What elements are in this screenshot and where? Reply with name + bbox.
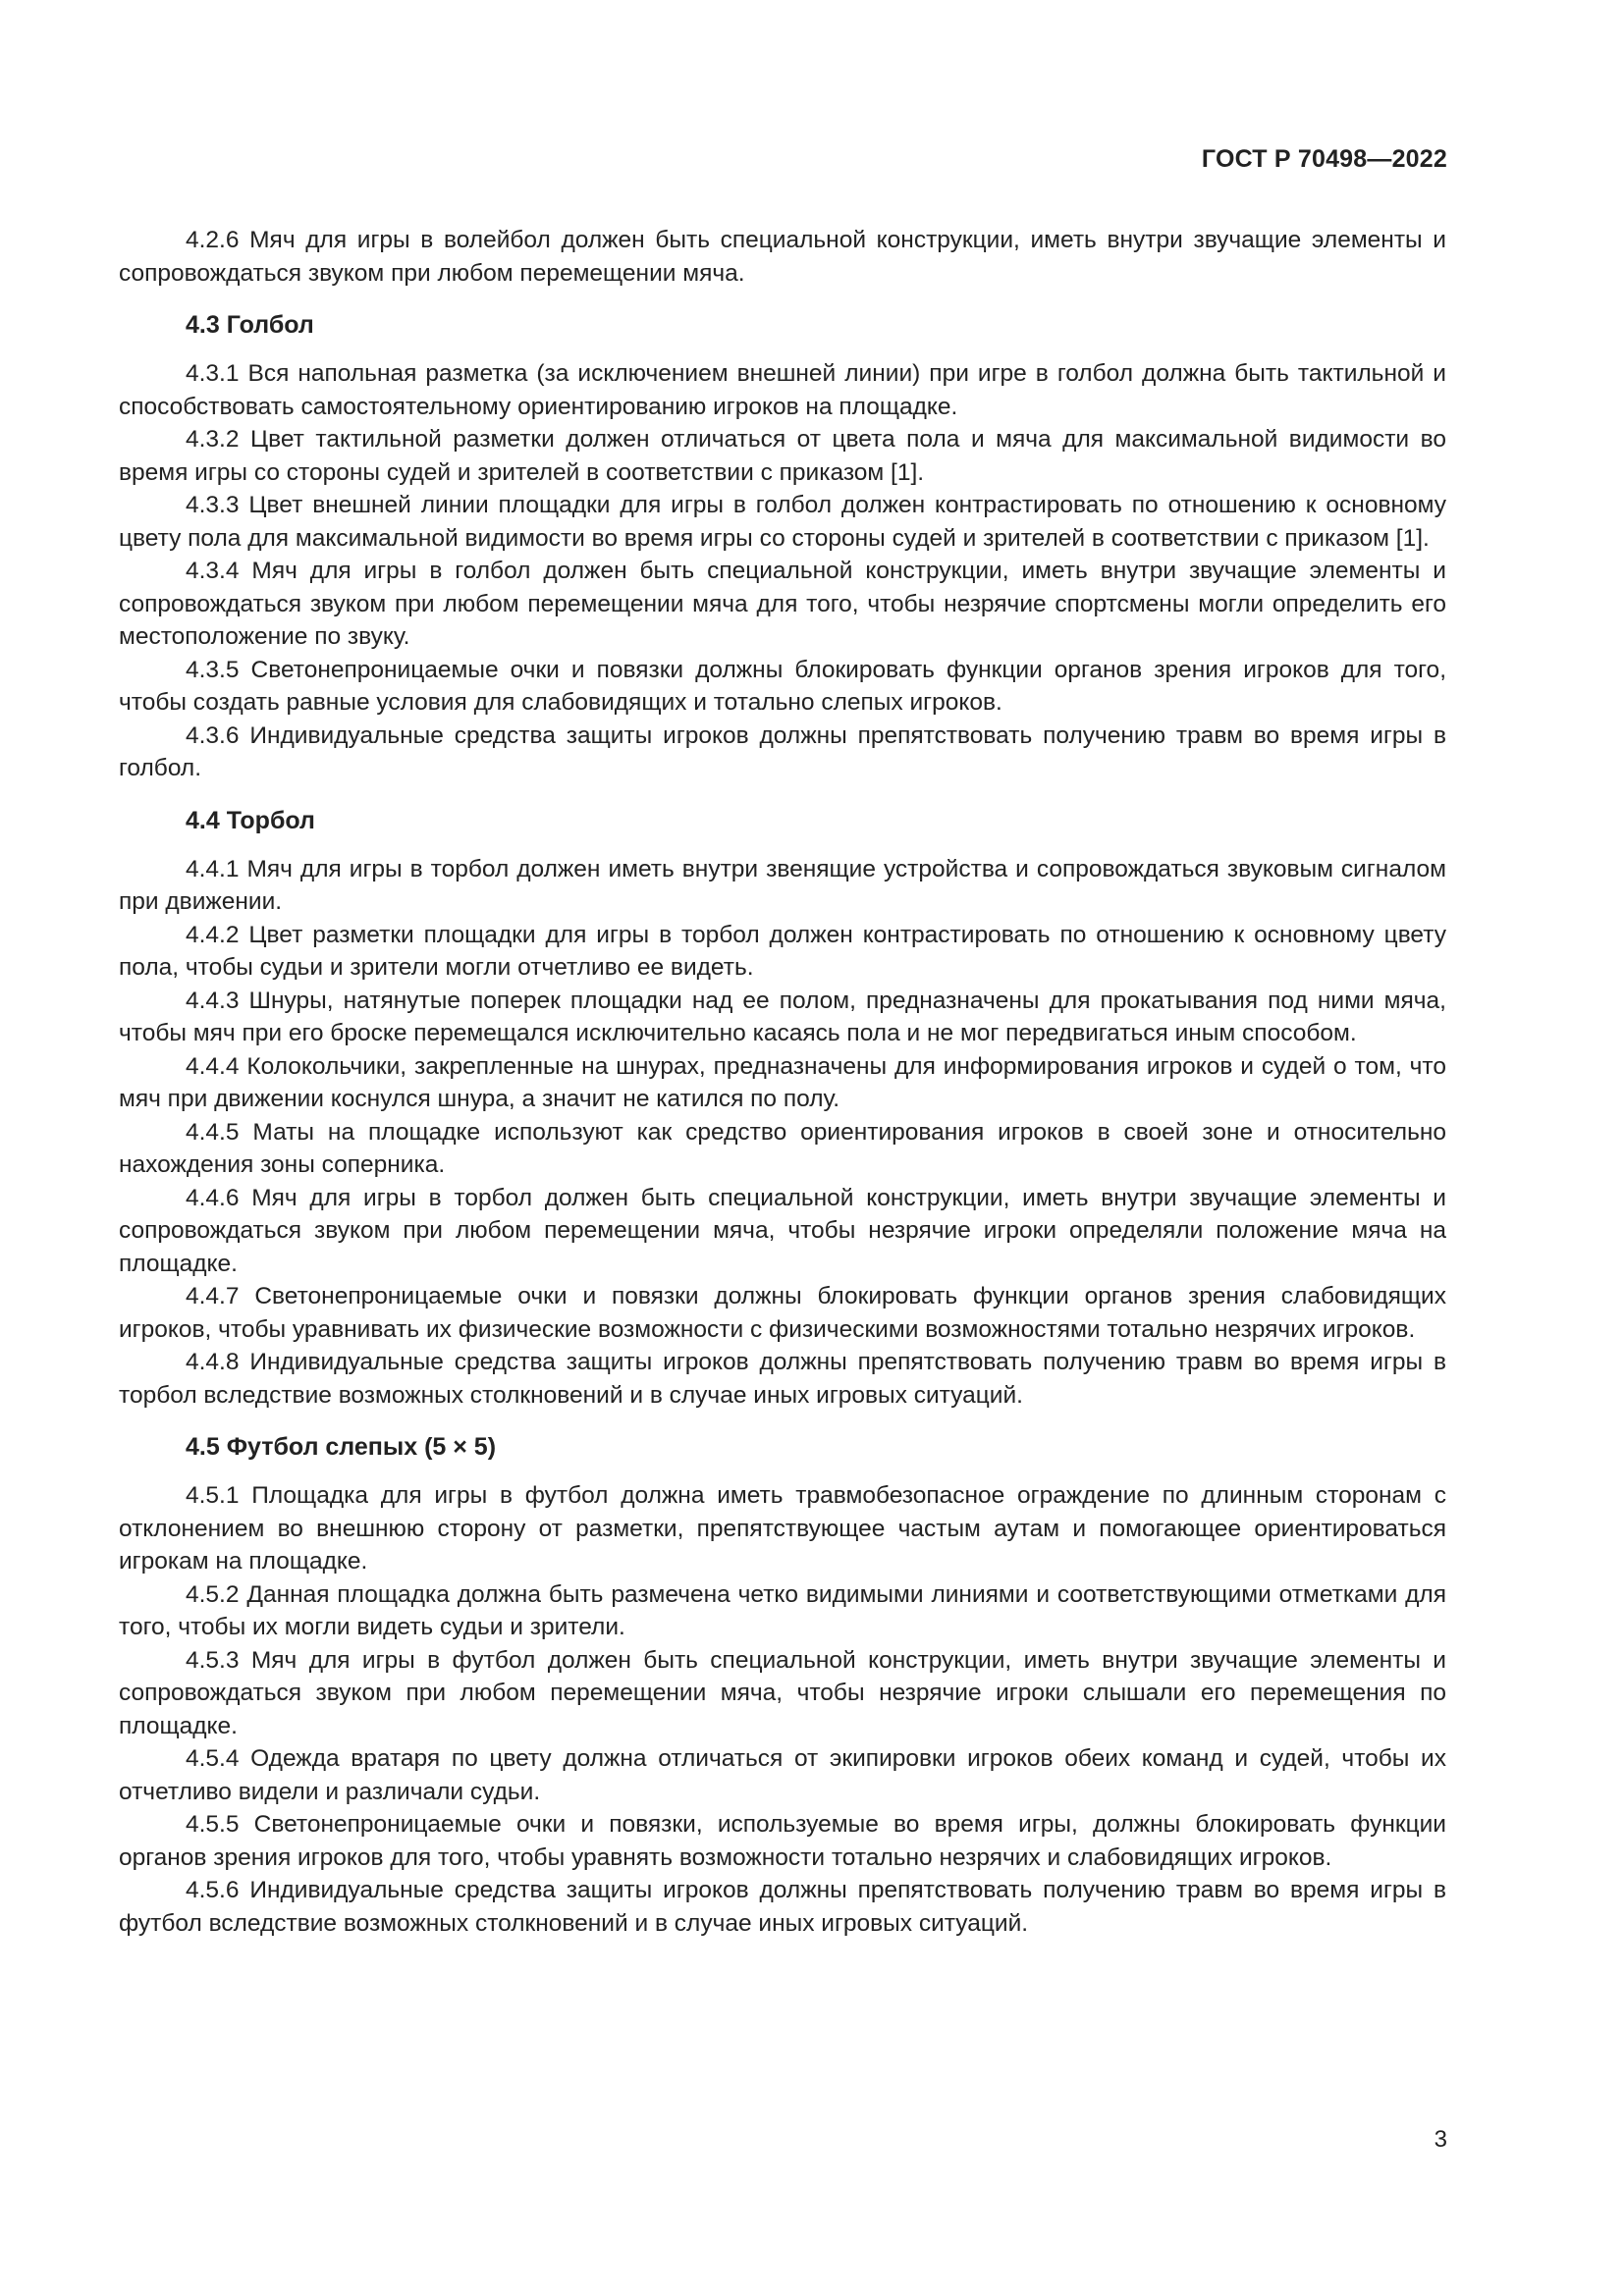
paragraph-4-4-6: 4.4.6 Мяч для игры в торбол должен быть специальной конструкции, иметь внутри звучащие элементы и сопровождаться звуком при любом перемещении мяча, чтобы незрячие игроки определяли положение мяча на площадке. bbox=[119, 1184, 1446, 1277]
page-content bbox=[119, 224, 1446, 1940]
section-heading-4-3: 4.3 Голбол bbox=[186, 311, 314, 339]
paragraph-4-2-6: 4.2.6 Мяч для игры в волейбол должен быть специальной конструкции, иметь внутри звучащие элементы и сопровождаться звуком при любом перемещении мяча. bbox=[119, 227, 1446, 287]
paragraph-4-3-2: 4.3.2 Цвет тактильной разметки должен отличаться от цвета пола и мяча для максимальной видимости во время игры со стороны судей и зрителей в соответствии с приказом [1]. bbox=[119, 426, 1446, 486]
paragraph-4-5-2: 4.5.2 Данная площадка должна быть размечена четко видимыми линиями и соответствующими отметками для того, чтобы их могли видеть судьи и зрители. bbox=[119, 1580, 1446, 1640]
paragraph-4-4-4: 4.4.4 Колокольчики, закрепленные на шнурах, предназначены для информирования игроков и судей о том, что мяч при движении коснулся шнура, а значит не катился по полу. bbox=[119, 1052, 1446, 1112]
paragraph-4-3-3: 4.3.3 Цвет внешней линии площадки для игры в голбол должен контрастировать по отношению к основному цвету пола для максимальной видимости во время игры со стороны судей и зрителей в соответствии с приказом [1]. bbox=[119, 492, 1446, 552]
paragraph-4-5-6: 4.5.6 Индивидуальные средства защиты игроков должны препятствовать получению травм во время игры в футбол вследствие возможных столкновений и в случае иных игровых ситуаций. bbox=[119, 1877, 1446, 1937]
paragraph-4-3-4: 4.3.4 Мяч для игры в голбол должен быть специальной конструкции, иметь внутри звучащие элементы и сопровождаться звуком при любом перемещении мяча для того, чтобы незрячие спортсмены могли определить его местоположение по звуку. bbox=[119, 558, 1446, 650]
paragraph-4-5-1: 4.5.1 Площадка для игры в футбол должна иметь травмобезопасное ограждение по длинным сторонам с отклонением во внешнюю сторону от разметки, препятствующее частым аутам и помогающее ориентироваться игрокам на площадке. bbox=[119, 1482, 1446, 1575]
paragraph-4-4-7: 4.4.7 Светонепроницаемые очки и повязки должны блокировать функции органов зрения слабовидящих игроков, чтобы уравнивать их физические возможности с физическими возможностями тотально незрячих игроков. bbox=[119, 1283, 1446, 1343]
paragraph-4-5-4: 4.5.4 Одежда вратаря по цвету должна отличаться от экипировки игроков обеих команд и судей, чтобы их отчетливо видели и различали судьи. bbox=[119, 1745, 1446, 1805]
paragraph-4-4-1: 4.4.1 Мяч для игры в торбол должен иметь внутри звенящие устройства и сопровождаться звуковым сигналом при движении. bbox=[119, 855, 1446, 915]
paragraph-4-4-2: 4.4.2 Цвет разметки площадки для игры в торбол должен контрастировать по отношению к основному цвету пола, чтобы судьи и зрители могли отчетливо ее видеть. bbox=[119, 921, 1446, 981]
paragraph-4-4-3: 4.4.3 Шнуры, натянутые поперек площадки над ее полом, предназначены для прокатывания под ними мяча, чтобы мяч при его броске перемещался исключительно касаясь пола и не мог передвигаться иным способом. bbox=[119, 987, 1446, 1046]
section-heading-4-5: 4.5 Футбол слепых (5 × 5) bbox=[186, 1433, 497, 1461]
page-number: 3 bbox=[1434, 2126, 1447, 2153]
paragraph-4-5-5: 4.5.5 Светонепроницаемые очки и повязки, используемые во время игры, должны блокировать функции органов зрения игроков для того, чтобы уравнять возможности тотально незрячих и слабовидящих игроков. bbox=[119, 1811, 1446, 1871]
paragraph-4-4-8: 4.4.8 Индивидуальные средства защиты игроков должны препятствовать получению травм во время игры в торбол вследствие возможных столкновений и в случае иных игровых ситуаций. bbox=[119, 1349, 1446, 1409]
paragraph-4-3-1: 4.3.1 Вся напольная разметка (за исключением внешней линии) при игре в голбол должна быть тактильной и способствовать самостоятельному ориентированию игроков на площадке. bbox=[119, 360, 1446, 420]
paragraph-4-3-5: 4.3.5 Светонепроницаемые очки и повязки должны блокировать функции органов зрения игроков для того, чтобы создать равные условия для слабовидящих и тотально слепых игроков. bbox=[119, 656, 1446, 716]
paragraph-4-5-3: 4.5.3 Мяч для игры в футбол должен быть специальной конструкции, иметь внутри звучащие элементы и сопровождаться звуком при любом перемещении мяча, чтобы незрячие игроки слышали его перемещения по площадке. bbox=[119, 1646, 1446, 1739]
paragraph-4-3-6: 4.3.6 Индивидуальные средства защиты игроков должны препятствовать получению травм во время игры в голбол. bbox=[119, 721, 1446, 781]
section-heading-4-4: 4.4 Торбол bbox=[186, 806, 315, 834]
document-standard-code: ГОСТ Р 70498—2022 bbox=[1201, 145, 1447, 173]
paragraph-4-4-5: 4.4.5 Маты на площадке используют как средство ориентирования игроков в своей зоне и относительно нахождения зоны соперника. bbox=[119, 1118, 1446, 1178]
